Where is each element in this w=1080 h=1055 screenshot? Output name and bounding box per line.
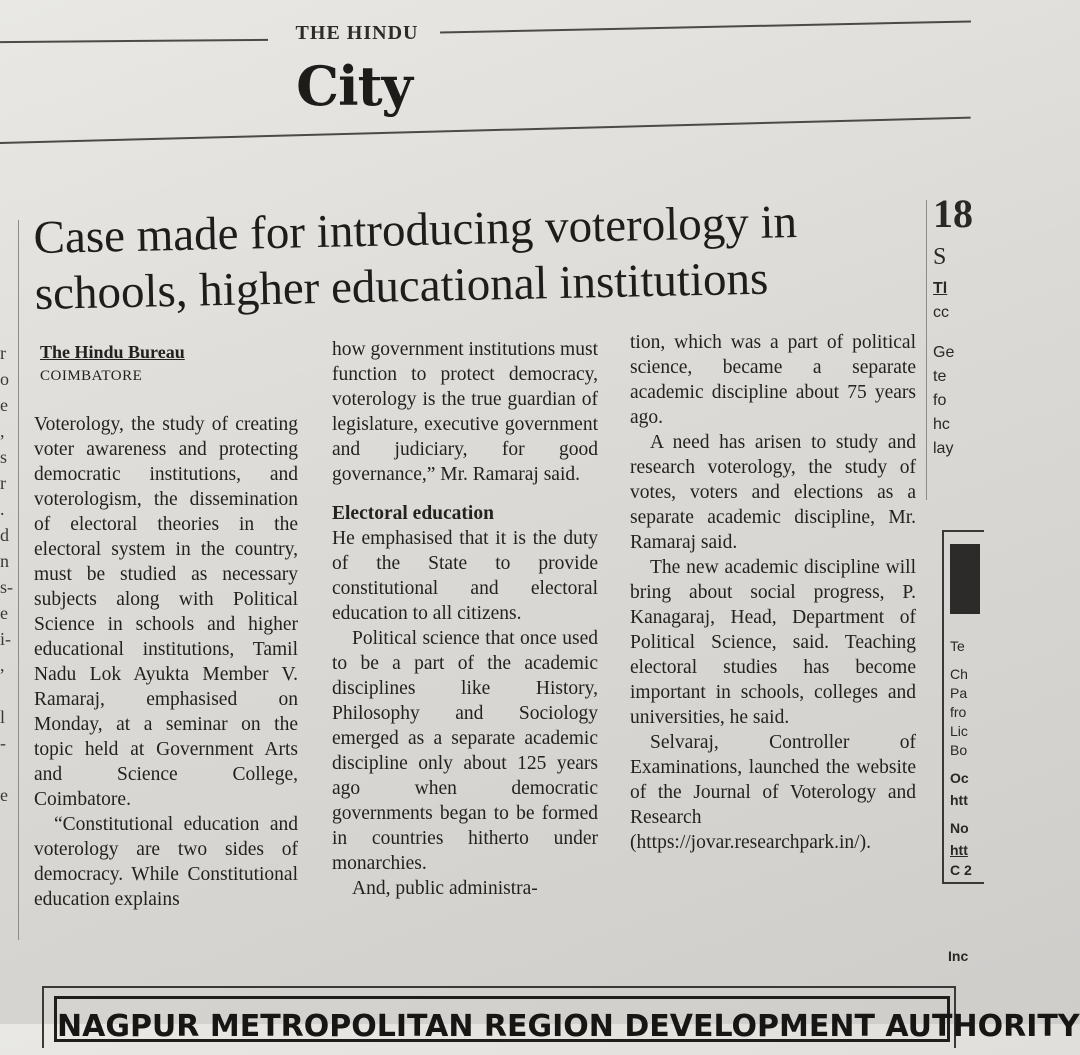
byline bbox=[40, 342, 300, 385]
left-edge-char: s- bbox=[0, 577, 13, 597]
notice-text: Bo bbox=[950, 742, 968, 758]
left-edge-char: d bbox=[0, 525, 9, 545]
left-edge-char: r bbox=[0, 343, 6, 363]
left-edge-char: e bbox=[0, 395, 8, 415]
paragraph: tion, which was a part of political science, became a separate academic discipline about 75 years ago. bbox=[630, 332, 916, 428]
adjacent-article-fragment bbox=[933, 190, 973, 461]
article-column-2 bbox=[332, 337, 598, 901]
notice-text: Te bbox=[950, 638, 965, 654]
paragraph: Voterology, the study of creating voter awareness and protecting democratic institutions, and voterologism, the dissemination of electoral theories in the electoral system in the country, must be studied as necessary subjects along with Political Science in schools and higher educational institutions, Tamil Nadu Lok Ayukta Member V. Ramaraj, emphasised on Monday, at a seminar on the topic held at Government Arts and Science College, Coimbatore. bbox=[34, 414, 298, 810]
masthead-rule-right bbox=[440, 20, 971, 33]
article-headline: Case made for introducing voterology in schools, higher educational institutions bbox=[33, 196, 798, 320]
section-rule bbox=[0, 117, 971, 144]
notice-text: Ch bbox=[950, 666, 968, 682]
advert-banner: NAGPUR METROPOLITAN REGION DEVELOPMENT AUTHORITY bbox=[54, 996, 950, 1042]
adjacent-text-fragment: Tl bbox=[933, 280, 948, 297]
notice-text: htt bbox=[950, 792, 968, 808]
left-edge-char: o bbox=[0, 369, 9, 389]
adjacent-text-fragment: hc bbox=[933, 416, 950, 433]
left-edge-char bbox=[0, 678, 12, 704]
left-column-fragment bbox=[0, 340, 12, 808]
left-column-rule bbox=[18, 220, 19, 940]
dateline: COIMBATORE bbox=[40, 368, 143, 384]
paragraph: Political science that once used to be a part of the academic disciplines like History, Philosophy and Sociology emerged as a separate academic discipline only about 125 years ago when democratic governments began to be formed in countries hitherto under monarchies. bbox=[332, 628, 598, 874]
right-column-rule bbox=[926, 200, 927, 500]
section-title: City bbox=[296, 54, 412, 118]
notice-text: Lic bbox=[950, 723, 968, 739]
byline-name: The Hindu Bureau bbox=[40, 342, 185, 362]
paragraph: “Constitutional education and voterology are two sides of democracy. While Constitutional education explains bbox=[34, 814, 298, 910]
side-notice-box bbox=[942, 530, 984, 884]
left-edge-char: - bbox=[0, 733, 6, 753]
notice-text: C 2 bbox=[950, 862, 972, 878]
adjacent-text-fragment: lay bbox=[933, 440, 954, 457]
left-edge-char: i- bbox=[0, 629, 11, 649]
left-edge-char: e bbox=[0, 785, 8, 805]
notice-logo bbox=[950, 544, 980, 614]
left-edge-char: , bbox=[0, 421, 5, 441]
paragraph: And, public administra- bbox=[352, 878, 538, 899]
left-edge-char: e bbox=[0, 603, 8, 623]
left-edge-char: . bbox=[0, 499, 5, 519]
subheading: Electoral education bbox=[332, 503, 494, 524]
left-edge-char: l bbox=[0, 707, 6, 727]
article-column-3 bbox=[630, 330, 916, 855]
masthead-rule-left bbox=[0, 39, 268, 43]
left-edge-char: n bbox=[0, 551, 9, 571]
adjacent-text-fragment: te bbox=[933, 368, 947, 385]
adjacent-headline-fragment: 18 bbox=[933, 191, 973, 236]
notice-text: Pa bbox=[950, 685, 968, 701]
notice-text: Oc bbox=[950, 770, 969, 786]
notice-text: htt bbox=[950, 842, 968, 858]
left-edge-char: , bbox=[0, 655, 5, 675]
adjacent-text-fragment: fo bbox=[933, 392, 947, 409]
paragraph: how government institutions must function to protect democracy, voterology is the true guardian of legislature, executive government and judiciary, for good governance,” Mr. Ramaraj said. bbox=[332, 339, 598, 485]
notice-text: No bbox=[950, 820, 969, 836]
left-edge-char bbox=[0, 756, 12, 782]
adjacent-text-fragment: Ge bbox=[933, 344, 955, 361]
notice-text: Inc bbox=[948, 948, 969, 964]
paragraph: A need has arisen to study and research voterology, the study of votes, voters and elections as a separate academic discipline, Mr. Ramaraj said. bbox=[630, 432, 916, 553]
masthead: THE HINDU bbox=[295, 22, 419, 44]
article-column-1 bbox=[34, 412, 298, 912]
paragraph: He emphasised that it is the duty of the State to provide constitutional and electoral education to all citizens. bbox=[332, 528, 598, 624]
left-edge-char: r bbox=[0, 473, 6, 493]
adjacent-text-fragment: cc bbox=[933, 304, 949, 321]
paragraph: Selvaraj, Controller of Examinations, launched the website of the Journal of Voterology and Research (https://jovar.researchpark.in/). bbox=[630, 732, 916, 853]
left-edge-char: s bbox=[0, 447, 8, 467]
paragraph: The new academic discipline will bring about social progress, P. Kanagaraj, Head, Department of Political Science, said. Teaching electoral studies has become important in schools, colleges and universities, he said. bbox=[630, 557, 916, 728]
notice-text: fro bbox=[950, 704, 967, 720]
adjacent-text-fragment: S bbox=[933, 244, 947, 270]
